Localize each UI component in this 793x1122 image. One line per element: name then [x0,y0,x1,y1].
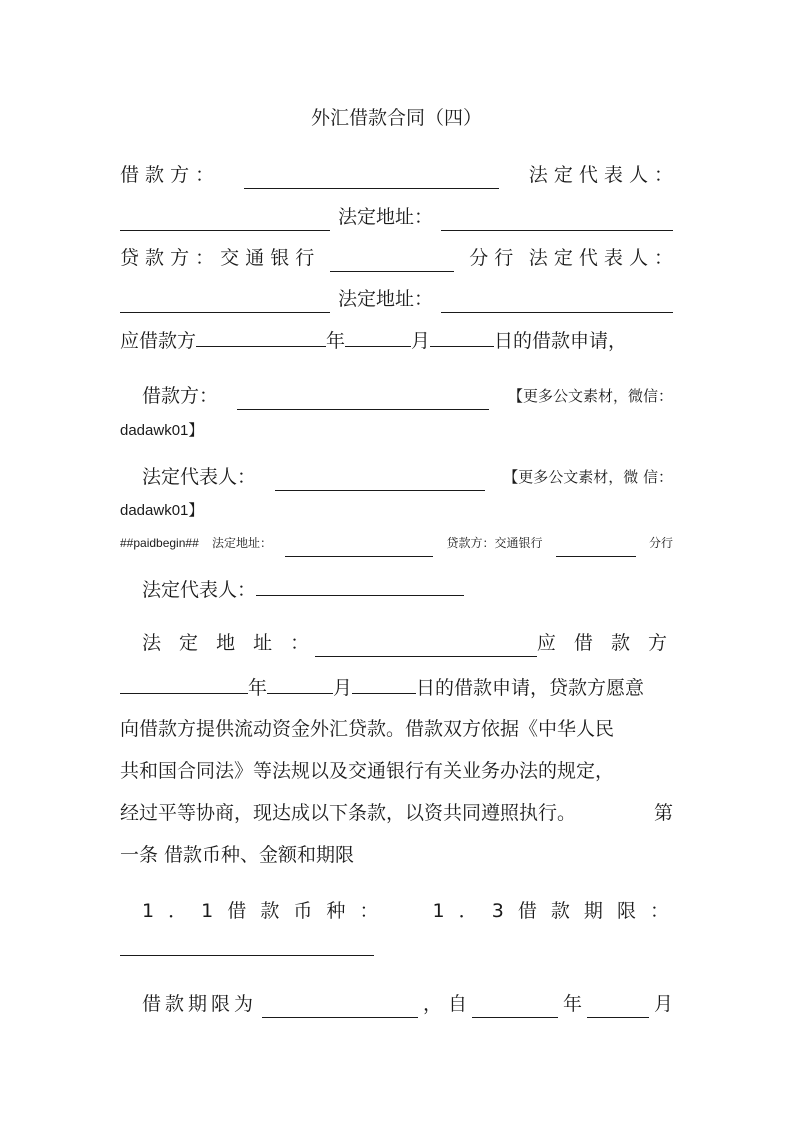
article-prefix: 第 [653,802,673,824]
lender-label: 贷 款 方 ： 交 通 银 行 [120,247,315,269]
borrower-blank [244,168,499,189]
promo-id-1: dadawk01】 [120,422,204,439]
term-clause: 1 ． 3 借 款 期 限 ： [432,900,673,922]
borrower-note-line [120,382,673,410]
apply-suffix: 日的借款申请， [494,330,628,352]
start-year-label: 年 [563,993,583,1015]
body-year-blank [120,673,248,694]
term-period-blank [262,997,418,1018]
legal-rep-blank [120,210,330,231]
legal-address-blank [441,210,673,231]
small-address-label: 法定地址： [211,536,272,550]
term-comma-from: ， 自 [422,993,468,1015]
borrower-line [120,161,673,189]
apply-year-blank [196,326,326,347]
borrower-address-line [120,203,673,231]
small-address-blank [285,544,433,557]
term-period-line [120,990,673,1018]
promo-id-line-1 [120,415,673,445]
promo-note-2: 【更多公文素材，微 信： [503,468,673,486]
apply-label: 应 借 款 方 [536,632,673,654]
legal-address-label-2: 法定地址： [337,288,433,310]
legal-address-blank-3 [315,636,537,657]
legal-rep-label-4: 法定代表人： [142,579,257,601]
lender-address-line [120,285,673,313]
start-month-label: 月 [653,993,673,1015]
start-month-blank [587,997,649,1018]
legal-rep-line [120,575,673,604]
term-blank-line [120,935,673,964]
small-branch-label: 分行 [648,536,673,550]
borrower-blank-2 [237,389,489,410]
legal-rep-blank-3 [275,470,485,491]
body-line-3: 共和国合同法》等法规以及交通银行有关业务办法的规定， [120,760,615,782]
year-label: 年 [326,330,346,352]
body-line-2: 向借款方提供流动资金外汇贷款。借款双方依据《中华人民 [120,718,615,740]
body-month: 月 [333,677,353,699]
legal-address-label-3: 法 定 地 址 ： [142,632,316,654]
legal-address-line [120,629,673,657]
body-line-4 [120,799,673,827]
lender-line [120,244,673,272]
body-month-blank [267,673,333,694]
legal-rep-blank-2 [120,292,330,313]
apply-month-blank [345,326,411,347]
promo-id-line-2 [120,495,673,525]
body-day-blank [352,673,416,694]
promo-id-2: dadawk01】 [120,502,204,519]
apply-date-line [120,673,673,702]
borrower-label: 借 款 方 ： [120,164,215,186]
document-title: 外汇借款合同（四） [310,107,482,129]
legal-rep-label: 法 定 代 表 人 ： [528,164,673,186]
paid-marker: ##paidbegin## [120,536,199,550]
branch-blank [330,251,454,272]
term-blank [120,935,374,956]
body-year: 年 [248,677,268,699]
legal-rep-label-3: 法定代表人： [142,466,257,488]
legal-rep-note-line [120,463,673,491]
body-sentence-4: 经过平等协商，现达成以下条款，以资共同遵照执行。 [120,802,577,824]
promo-note-1: 【更多公文素材，微信： [507,387,673,405]
legal-address-label: 法定地址： [337,206,433,228]
small-lender-label: 贷款方：交通银行 [446,536,543,550]
article-heading: 一条 借款币种、金额和期限 [120,844,355,866]
clause-line [120,897,673,925]
legal-address-blank-2 [441,292,673,313]
branch-label: 分 行 [469,247,514,269]
apply-prefix: 应借款方 [120,330,197,352]
start-year-blank [472,997,558,1018]
small-branch-blank [556,544,636,557]
term-text-prefix: 借款期限为 [142,993,258,1015]
legal-rep-blank-4 [256,575,464,596]
borrower-label-2: 借款方： [142,385,219,407]
legal-rep-label-2: 法 定 代 表 人 ： [528,247,673,269]
currency-clause: 1 ． 1 借 款 币 种 ： [142,900,383,922]
body-sentence-1: 日的借款申请，贷款方愿意 [416,677,645,699]
month-label: 月 [411,330,431,352]
apply-day-blank [430,326,494,347]
apply-line [120,326,673,355]
paid-marker-line [120,529,673,557]
